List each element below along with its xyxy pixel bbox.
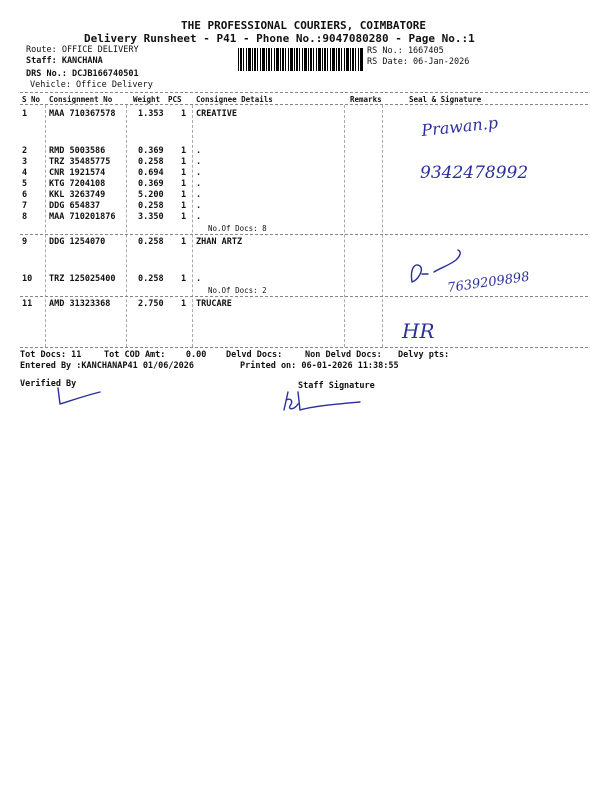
staff-label: Staff: KANCHANA	[26, 56, 103, 66]
row-sno: 7	[22, 201, 28, 211]
row-consignee: .	[196, 179, 202, 189]
rs-date: RS Date: 06-Jan-2026	[367, 57, 470, 67]
vehicle-label: Vehicle: Office Delivery	[30, 80, 153, 90]
non-delivered-docs: Non Delvd Docs:	[305, 350, 382, 360]
staff-signature-label: Staff Signature	[298, 381, 375, 391]
row-consignment: KTG 7204108	[49, 179, 106, 189]
row-sno: 3	[22, 157, 28, 167]
row-weight: 0.694	[138, 168, 164, 178]
total-cod-amount: Tot COD Amt: 0.00	[104, 350, 207, 360]
column-separator	[382, 105, 383, 347]
row-sno: 9	[22, 237, 28, 247]
col-header-consignment: Consignment No	[49, 95, 113, 104]
column-separator	[344, 105, 345, 347]
divider	[20, 104, 588, 105]
row-pcs: 1	[181, 109, 187, 119]
delivered-docs: Delvd Docs:	[226, 350, 283, 360]
row-sno: 10	[22, 274, 33, 284]
row-consignee: ZHAN ARTZ	[196, 237, 243, 247]
row-sno: 8	[22, 212, 28, 222]
row-pcs: 1	[181, 201, 187, 211]
row-weight: 3.350	[138, 212, 164, 222]
row-weight: 2.750	[138, 299, 164, 309]
drs-number: DRS No.: DCJB166740501	[26, 69, 139, 79]
handwritten-phone: 9342478992	[420, 163, 529, 183]
verified-by-signature	[52, 384, 112, 410]
row-weight: 5.200	[138, 190, 164, 200]
row-consignee: .	[196, 212, 202, 222]
row-consignment: KKL 3263749	[49, 190, 106, 200]
row-sno: 11	[22, 299, 33, 309]
row-weight: 1.353	[138, 109, 164, 119]
row-sno: 2	[22, 146, 28, 156]
row-consignee: .	[196, 190, 202, 200]
col-header-weight: Weight	[133, 95, 161, 104]
row-sno: 6	[22, 190, 28, 200]
group-doc-count: No.Of Docs: 8	[208, 224, 267, 233]
handwritten-signature-2	[404, 242, 554, 302]
row-consignment: DDG 1254070	[49, 237, 106, 247]
col-header-remarks: Remarks	[350, 95, 382, 104]
row-pcs: 1	[181, 237, 187, 247]
row-consignee: .	[196, 146, 202, 156]
row-pcs: 1	[181, 212, 187, 222]
handwritten-signature-1	[410, 112, 560, 192]
barcode-image	[238, 48, 364, 71]
row-weight: 0.258	[138, 157, 164, 167]
row-pcs: 1	[181, 146, 187, 156]
total-docs: Tot Docs: 11	[20, 350, 82, 360]
row-pcs: 1	[181, 274, 187, 284]
delivery-points: Delvy pts:	[398, 350, 450, 360]
row-consignment: MAA 710201876	[49, 212, 116, 222]
handwritten-initials: HR	[402, 319, 435, 343]
row-consignment: MAA 710367578	[49, 109, 116, 119]
row-consignment: AMD 31323368	[49, 299, 111, 309]
row-consignee: .	[196, 201, 202, 211]
divider	[20, 347, 588, 348]
col-header-pcs: PCS	[168, 95, 182, 104]
row-consignment: RMD 5003586	[49, 146, 106, 156]
row-consignee: .	[196, 157, 202, 167]
row-pcs: 1	[181, 168, 187, 178]
row-pcs: 1	[181, 179, 187, 189]
divider	[20, 92, 588, 93]
row-sno: 1	[22, 109, 28, 119]
row-pcs: 1	[181, 190, 187, 200]
column-separator	[192, 105, 193, 347]
runsheet-subtitle: Delivery Runsheet - P41 - Phone No.:9047080280 - Page No.:1	[84, 32, 475, 45]
col-header-seal: Seal & Signature	[409, 95, 482, 104]
row-weight: 0.258	[138, 201, 164, 211]
staff-signature-mark	[278, 386, 368, 418]
row-sno: 5	[22, 179, 28, 189]
row-consignee: TRUCARE	[196, 299, 232, 309]
handwritten-name: Prawan.p	[420, 113, 499, 140]
column-separator	[45, 105, 46, 347]
row-weight: 0.258	[138, 237, 164, 247]
handwritten-signature-3	[398, 312, 458, 348]
row-pcs: 1	[181, 299, 187, 309]
row-consignment: TRZ 125025400	[49, 274, 116, 284]
verified-by-label: Verified By	[20, 379, 77, 389]
entered-by: Entered By :KANCHANAP41 01/06/2026	[20, 361, 194, 371]
row-weight: 0.258	[138, 274, 164, 284]
col-header-sno: S No	[22, 95, 41, 104]
row-consignee: .	[196, 274, 202, 284]
col-header-consignee: Consignee Details	[196, 95, 273, 104]
row-consignee: .	[196, 168, 202, 178]
route-label: Route: OFFICE DELIVERY	[26, 45, 139, 55]
handwritten-phone: 7639209898	[446, 269, 531, 296]
row-consignment: DDG 654837	[49, 201, 101, 211]
group-doc-count: No.Of Docs: 2	[208, 286, 267, 295]
row-consignment: TRZ 35485775	[49, 157, 111, 167]
row-consignee: CREATIVE	[196, 109, 237, 119]
divider	[20, 234, 588, 235]
printed-on: Printed on: 06-01-2026 11:38:55	[240, 361, 399, 371]
row-weight: 0.369	[138, 146, 164, 156]
column-separator	[126, 105, 127, 347]
rs-number: RS No.: 1667405	[367, 46, 444, 56]
row-pcs: 1	[181, 157, 187, 167]
row-consignment: CNR 1921574	[49, 168, 106, 178]
company-title: THE PROFESSIONAL COURIERS, COIMBATORE	[181, 19, 427, 32]
row-sno: 4	[22, 168, 28, 178]
row-weight: 0.369	[138, 179, 164, 189]
